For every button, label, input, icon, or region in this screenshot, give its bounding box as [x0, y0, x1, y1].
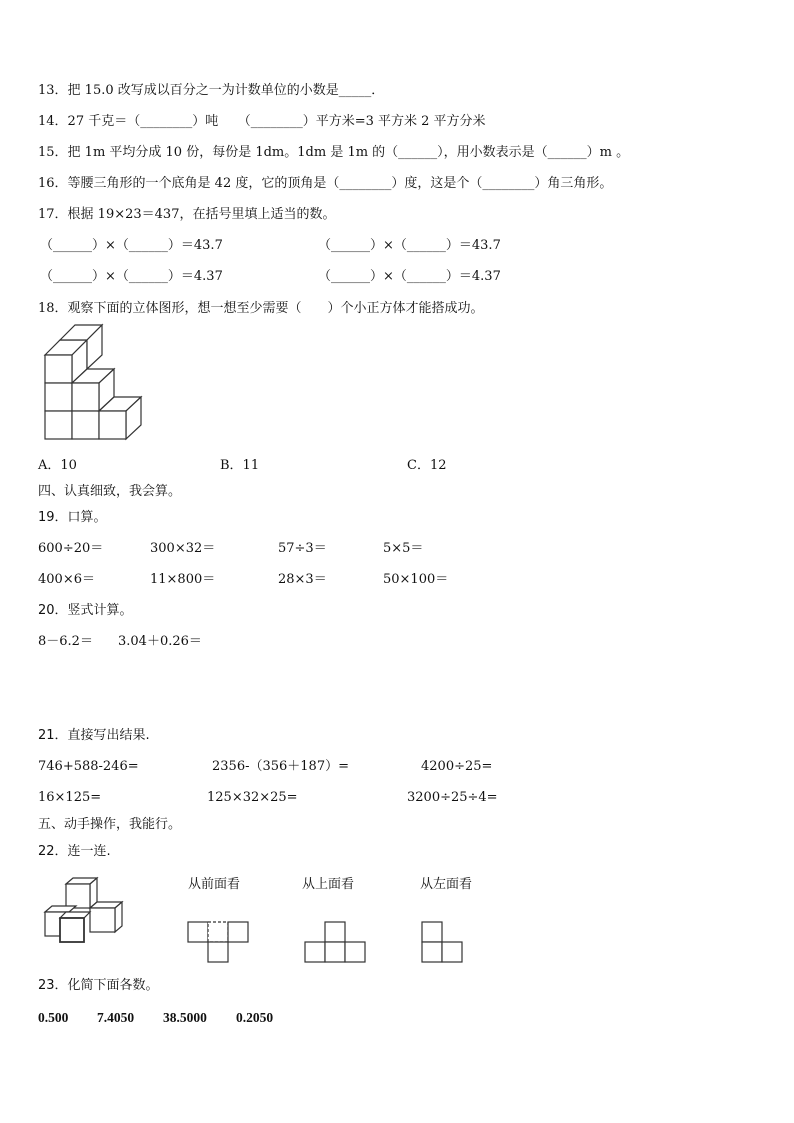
direct-result-item: 746+588-246= [38, 759, 139, 774]
question-23-stem: 23．化简下面各数。 [38, 978, 159, 993]
view-label-top: 从上面看 [302, 877, 355, 892]
simplify-number: 0.2050 [236, 1010, 274, 1025]
q17-blank-row: （______）×（______）＝43.7 [40, 238, 223, 253]
option-c[interactable]: C．12 [407, 458, 447, 473]
q17-blank-row: （______）×（______）＝4.37 [318, 269, 501, 284]
section-5-heading: 五、动手操作，我能行。 [38, 817, 182, 832]
question-16: 16．等腰三角形的一个底角是 42 度，它的顶角是（________）度，这是个（________）角三角形。 [38, 176, 613, 191]
direct-result-item: 3200÷25÷4= [407, 790, 498, 805]
simplify-number: 0.500 [38, 1010, 69, 1025]
question-18-stem: 18．观察下面的立体图形，想一想至少需要（ ）个小正方体才能搭成功。 [38, 301, 484, 316]
question-19-stem: 19．口算。 [38, 510, 107, 525]
vertical-calc-item: 3.04＋0.26＝ [118, 634, 202, 649]
question-20-stem: 20．竖式计算。 [38, 603, 133, 618]
oral-calc-item: 57÷3＝ [278, 541, 327, 556]
oral-calc-item: 400×6＝ [38, 572, 95, 587]
vertical-calc-item: 8－6.2＝ [38, 634, 93, 649]
oral-calc-item: 50×100＝ [383, 572, 449, 587]
direct-result-item: 125×32×25= [207, 790, 298, 805]
oral-calc-item: 300×32＝ [150, 541, 216, 556]
cube-solid-figure [42, 876, 142, 946]
left-view-figure [420, 920, 464, 964]
view-label-front: 从前面看 [188, 877, 241, 892]
option-a[interactable]: A．10 [38, 458, 77, 473]
q17-blank-row: （______）×（______）＝43.7 [318, 238, 501, 253]
option-b[interactable]: B．11 [220, 458, 260, 473]
question-17-stem: 17．根据 19×23＝437，在括号里填上适当的数。 [38, 207, 336, 222]
oral-calc-item: 28×3＝ [278, 572, 327, 587]
front-view-figure [186, 920, 250, 964]
oral-calc-item: 5×5＝ [383, 541, 424, 556]
question-13: 13．把 15.0 改写成以百分之一为计数单位的小数是_____． [38, 83, 385, 98]
question-15: 15．把 1m 平均分成 10 份，每份是 1dm。1dm 是 1m 的（______），用小数表示是（______）m 。 [38, 145, 630, 160]
question-22-stem: 22．连一连. [38, 844, 111, 859]
top-view-figure [303, 920, 367, 964]
question-14: 14．27 千克＝（________）吨 （________）平方米=3 平方米 2 平方分米 [38, 114, 486, 129]
section-4-heading: 四、认真细致，我会算。 [38, 484, 182, 499]
direct-result-item: 2356-（356＋187）= [212, 759, 349, 774]
question-21-stem: 21．直接写出结果. [38, 728, 150, 743]
q17-blank-row: （______）×（______）＝4.37 [40, 269, 223, 284]
simplify-number: 7.4050 [97, 1010, 135, 1025]
oral-calc-item: 11×800＝ [150, 572, 216, 587]
direct-result-item: 16×125= [38, 790, 102, 805]
simplify-number: 38.5000 [163, 1010, 207, 1025]
direct-result-item: 4200÷25= [421, 759, 493, 774]
oral-calc-item: 600÷20＝ [38, 541, 104, 556]
view-label-left: 从左面看 [420, 877, 473, 892]
stacked-cubes-figure [40, 333, 160, 443]
